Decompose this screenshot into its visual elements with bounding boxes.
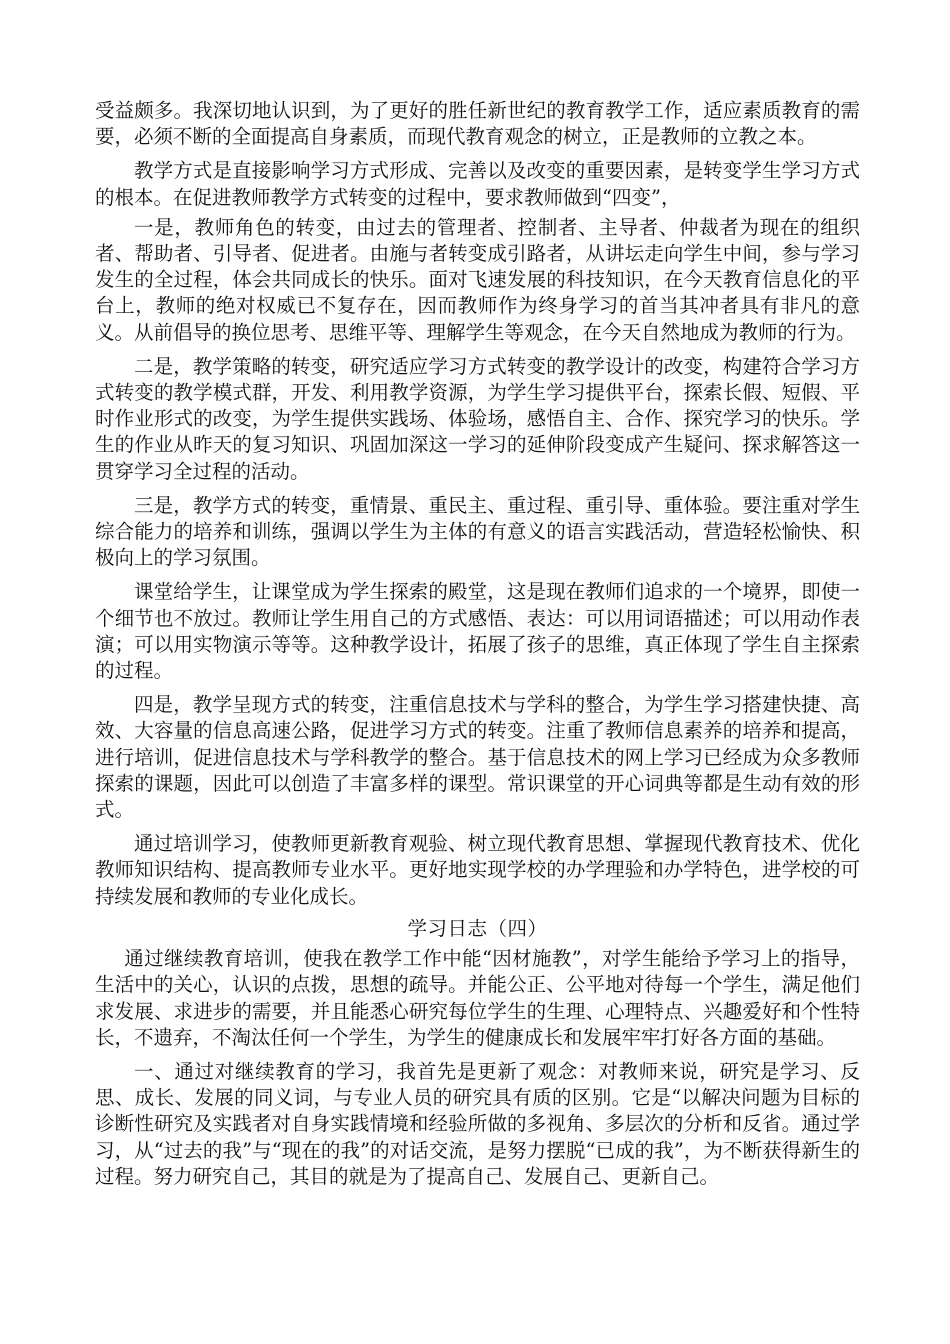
paragraph-log-point-one: 一、通过对继续教育的学习，我首先是更新了观念：对教师来说，研究是学习、反思、成长、发展的同义词，与专业人员的研究具有质的区别。它是“以解决问题为目标的诊断性研究及实践者对自身实践情境和经验所做的多视角、多层次的分析和反省。通过学习，从“过去的我”与“现在的我”的对话交流，是努力摆脱“已成的我”，为不断获得新生的过程。努力研究自己，其目的就是为了提高自己、发展自己、更新自己。 (95, 1059, 860, 1188)
paragraph-presentation-change: 四是，教学呈现方式的转变，注重信息技术与学科的整合，为学生学习搭建快捷、高效、大容量的信息高速公路，促进学习方式的转变。注重了教师信息素养的培养和提高，进行培训，促进信息技术与学科教学的整合。基于信息技术的网上学习已经成为众多教师探索的课题，因此可以创造了丰富多样的课型。常识课堂的开心词典等都是生动有效的形式。 (95, 693, 860, 822)
paragraph-method-change: 三是，教学方式的转变，重情景、重民主、重过程、重引导、重体验。要注重对学生综合能力的培养和训练，强调以学生为主体的有意义的语言实践活动，营造轻松愉快、积极向上的学习氛围。 (95, 493, 860, 570)
paragraph-strategy-change: 二是，教学策略的转变，研究适应学习方式转变的教学设计的改变，构建符合学习方式转变的教学模式群，开发、利用教学资源，为学生学习提供平台，探索长假、短假、平时作业形式的改变，为学生提供实践场、体验场，感悟自主、合作、探究学习的快乐。学生的作业从昨天的复习知识、巩固加深这一学习的延伸阶段变成产生疑问、探求解答这一贯穿学习全过程的活动。 (95, 354, 860, 483)
paragraph-training-summary: 通过培训学习，使教师更新教育观验、树立现代教育思想、掌握现代教育技术、优化教师知识结构、提高教师专业水平。更好地实现学校的办学理验和办学特色，进学校的可持续发展和教师的专业化成长。 (95, 832, 860, 908)
document-page (95, 98, 860, 1198)
paragraph-intro: 受益颇多。我深切地认识到，为了更好的胜任新世纪的教育教学工作，适应素质教育的需要，必须不断的全面提高自身素质，而现代教育观念的树立，正是教师的立教之本。 (95, 99, 860, 149)
section-heading: 学习日志（四） (407, 916, 548, 940)
paragraph-log-intro: 通过继续教育培训，使我在教学工作中能“因材施教”，对学生能给予学习上的指导，生活中的关心，认识的点拨，思想的疏导。并能公正、公平地对待每一个学生，满足他们求发展、求进步的需要，并且能悉心研究每位学生的生理、心理特点、兴趣爱好和个性特长，不遗弃，不淘汰任何一个学生，为学生的健康成长和发展牢牢打好各方面的基础。 (95, 947, 860, 1049)
paragraph-role-change: 一是，教师角色的转变，由过去的管理者、控制者、主导者、仲裁者为现在的组织者、帮助者、引导者、促进者。由施与者转变成引路者，从讲坛走向学生中间，参与学习发生的全过程，体会共同成长的快乐。面对飞速发展的科技知识，在今天教育信息化的平台上，教师的绝对权威已不复存在，因而教师作为终身学习的首当其冲者具有非凡的意义。从前倡导的换位思考、思维平等、理解学生等观念，在今天自然地成为教师的行为。 (95, 215, 860, 344)
paragraph-teaching-mode: 教学方式是直接影响学习方式形成、完善以及改变的重要因素，是转变学生学习方式的根本。在促进教师教学方式转变的过程中，要求教师做到“四变”， (95, 159, 860, 209)
paragraph-classroom: 课堂给学生，让课堂成为学生探索的殿堂，这是现在教师们追求的一个境界，即使一个细节也不放过。教师让学生用自己的方式感悟、表达：可以用词语描述；可以用动作表演；可以用实物演示等等。这种教学设计，拓展了孩子的思维，真正体现了学生自主探索的过程。 (95, 580, 860, 683)
